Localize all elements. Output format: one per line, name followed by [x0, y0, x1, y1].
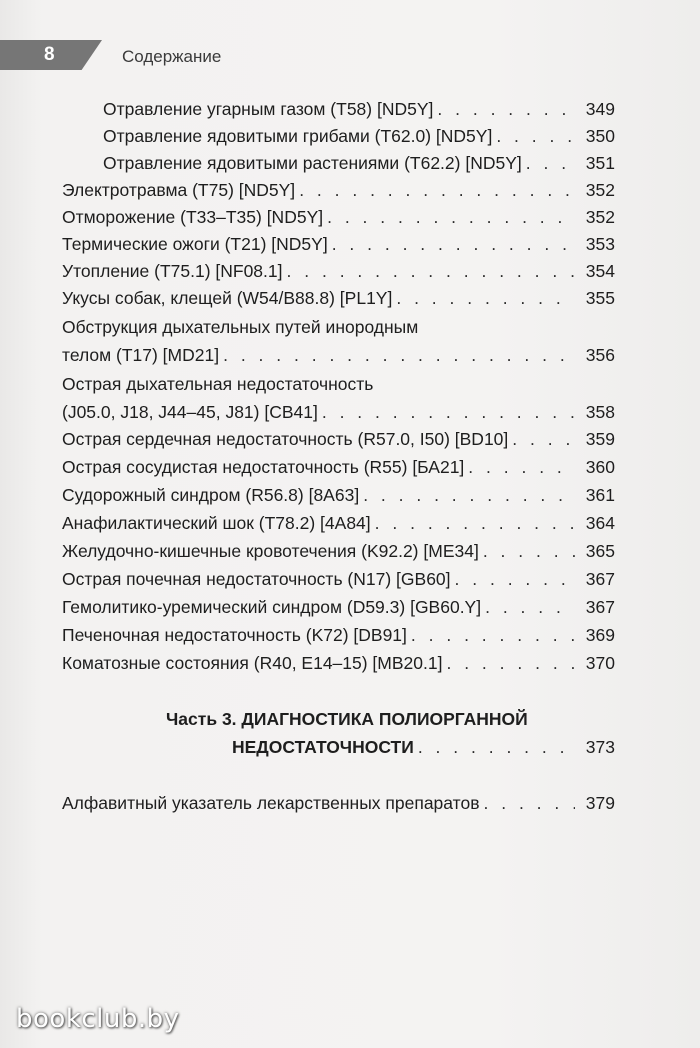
- toc-entry-page: 367: [585, 597, 615, 617]
- leader-dots: [327, 203, 575, 232]
- leader-dots: [485, 593, 575, 622]
- leader-dots: [483, 537, 575, 566]
- toc-entry-page: 358: [585, 402, 615, 422]
- toc-entry[interactable]: [62, 649, 615, 678]
- toc-entry-page: 351: [585, 153, 615, 173]
- toc-entry[interactable]: [62, 509, 615, 538]
- toc-entry-page: 359: [585, 429, 615, 449]
- leader-dots: [446, 649, 575, 678]
- toc-entry-page: 353: [585, 234, 615, 254]
- toc-entry-title: Острая почечная недостаточность (N17) [GB60]: [62, 569, 451, 589]
- toc-entry[interactable]: [62, 565, 615, 594]
- toc-entry-page: 364: [585, 513, 615, 533]
- toc-entry[interactable]: [62, 537, 615, 566]
- leader-dots: [322, 398, 575, 427]
- toc-entry-page: 361: [585, 485, 615, 505]
- toc-entry-title: Желудочно-кишечные кровотечения (K92.2) [ME34]: [62, 541, 479, 561]
- toc-entry-title-line2: телом (T17) [MD21]: [62, 345, 220, 365]
- leader-dots: [526, 149, 575, 178]
- toc-entry-title: Коматозные состояния (R40, E14–15) [MB20.1]: [62, 653, 443, 673]
- leader-dots: [512, 425, 575, 454]
- toc-entry[interactable]: [103, 122, 615, 151]
- toc-entry-title: Анафилактический шок (T78.2) [4A84]: [62, 513, 371, 533]
- toc-entry[interactable]: [62, 621, 615, 650]
- toc-entry-page: 356: [585, 345, 615, 365]
- leader-dots: [455, 565, 575, 594]
- toc-entry-page: 354: [585, 261, 615, 281]
- running-head: Содержание: [122, 47, 222, 66]
- part-heading-line2: НЕДОСТАТОЧНОСТИ: [232, 737, 414, 757]
- leader-dots: [299, 176, 575, 205]
- leader-dots: [484, 789, 576, 818]
- toc-entry-title: Отравление ядовитыми грибами (T62.0) [ND5Y]: [103, 126, 493, 146]
- toc-entry-title: Укусы собак, клещей (W54/B88.8) [PL1Y]: [62, 288, 393, 308]
- toc-entry-page: 379: [585, 793, 615, 813]
- toc-entry-title: Отморожение (T33–T35) [ND5Y]: [62, 207, 324, 227]
- page-number: 8: [44, 44, 55, 65]
- toc-entry-title: Утопление (T75.1) [NF08.1]: [62, 261, 283, 281]
- leader-dots: [496, 122, 575, 151]
- toc-entry[interactable]: [62, 284, 615, 313]
- toc-entry-title-line2: (J05.0, J18, J44–45, J81) [CB41]: [62, 402, 318, 422]
- toc-entry-title: Отравление угарным газом (T58) [ND5Y]: [103, 99, 434, 119]
- leader-dots: [375, 509, 575, 538]
- leader-dots: [468, 453, 575, 482]
- toc-entry[interactable]: [62, 176, 615, 205]
- toc-entry-title: Электротравма (T75) [ND5Y]: [62, 180, 296, 200]
- leader-dots: [437, 95, 575, 124]
- toc-entry[interactable]: [62, 230, 615, 259]
- toc-entry-title: Алфавитный указатель лекарственных препаратов: [62, 793, 480, 813]
- toc-entry-page: 352: [585, 207, 615, 227]
- toc-entry-page: 355: [585, 288, 615, 308]
- toc-entry-title-line1: Обструкция дыхательных путей инородным: [62, 317, 419, 337]
- leader-dots: [332, 230, 575, 259]
- part-heading-line1: Часть 3. ДИАГНОСТИКА ПОЛИОРГАННОЙ: [166, 709, 528, 729]
- leader-dots: [363, 481, 575, 510]
- toc-entry-page: 373: [585, 737, 615, 757]
- toc-entry-title: Гемолитико-уремический синдром (D59.3) [GB60.Y]: [62, 597, 482, 617]
- toc-entry-page: 360: [585, 457, 615, 477]
- part-heading-entry[interactable]: [232, 733, 615, 762]
- toc-entry[interactable]: [62, 398, 615, 427]
- toc-entry-page: 365: [585, 541, 615, 561]
- toc-entry-title: Судорожный синдром (R56.8) [8A63]: [62, 485, 360, 505]
- toc-entry-index[interactable]: [62, 789, 615, 818]
- leader-dots: [418, 733, 575, 762]
- leader-dots: [396, 284, 575, 313]
- leader-dots: [411, 621, 575, 650]
- toc-entry-title-line1: Острая дыхательная недостаточность: [62, 374, 374, 394]
- toc-entry-page: 349: [585, 99, 615, 119]
- leader-dots: [223, 341, 575, 370]
- watermark: bookclub.by: [16, 1004, 180, 1034]
- toc-entry-page: 352: [585, 180, 615, 200]
- toc-entry[interactable]: [62, 453, 615, 482]
- toc-entry-page: 367: [585, 569, 615, 589]
- toc-entry[interactable]: [103, 95, 615, 124]
- toc-entry[interactable]: [62, 593, 615, 622]
- toc-entry-title: Печеночная недостаточность (K72) [DB91]: [62, 625, 407, 645]
- toc-entry[interactable]: [103, 149, 615, 178]
- toc-entry-title: Термические ожоги (T21) [ND5Y]: [62, 234, 328, 254]
- toc-entry-page: 350: [585, 126, 615, 146]
- toc-entry-page: 369: [585, 625, 615, 645]
- toc-entry-title: Отравление ядовитыми растениями (T62.2) [ND5Y]: [103, 153, 522, 173]
- toc-entry[interactable]: [62, 257, 615, 286]
- leader-dots: [287, 257, 575, 286]
- toc-entry[interactable]: [62, 341, 615, 370]
- toc-entry-page: 370: [585, 653, 615, 673]
- toc-entry-title: Острая сердечная недостаточность (R57.0, I50) [BD10]: [62, 429, 509, 449]
- toc-entry[interactable]: [62, 203, 615, 232]
- toc-entry[interactable]: [62, 481, 615, 510]
- toc-entry-title: Острая сосудистая недостаточность (R55) [БА21]: [62, 457, 465, 477]
- toc-entry[interactable]: [62, 425, 615, 454]
